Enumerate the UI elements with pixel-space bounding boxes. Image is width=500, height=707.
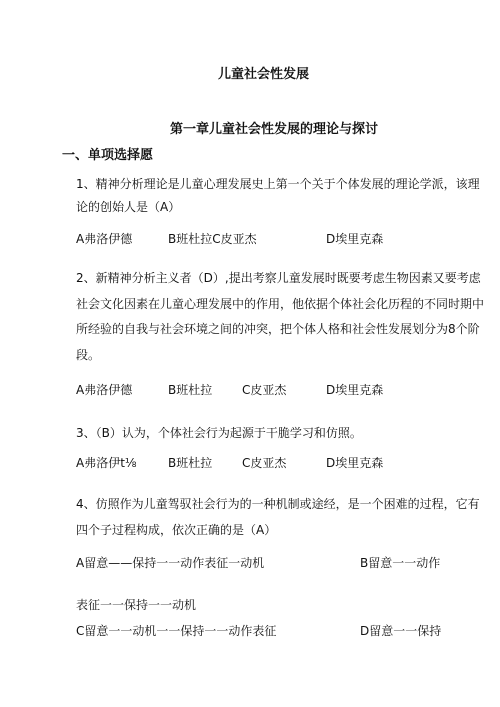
question-4-line-2: 四个子过程构成，依次正确的是（A） (76, 523, 277, 537)
question-2-option-a: A弗洛伊德 (76, 383, 133, 397)
question-2-option-c: C皮亚杰 (242, 383, 287, 397)
question-3-line-1: 3、（B）认为，个体社会行为起源于干脆学习和仿照。 (76, 426, 362, 440)
question-3-option-b: B班杜拉 (168, 456, 213, 470)
question-4-option-d: D留意一一保持 (360, 624, 442, 638)
question-3-option-d: D埃里克森 (326, 456, 384, 470)
question-4-option-a: A留意——保持一一动作表征一动机 (76, 556, 265, 570)
question-3-option-a: A弗洛伊t⅛ (76, 456, 137, 470)
question-4-continuation: 表征一一保持一一动机 (76, 598, 197, 612)
question-1-option-bc: B班杜拉C皮亚杰 (168, 232, 257, 246)
question-2-option-d: D埃里克森 (326, 383, 384, 397)
question-3-option-c: C皮亚杰 (242, 456, 287, 470)
section-heading: 一、单项选择愿 (62, 148, 154, 163)
question-1-option-a: A弗洛伊德 (76, 232, 133, 246)
question-2-line-1: 2、新精神分析主义者（D）,提出考察儿童发展时既要考虑生物因素又要考虑 (76, 271, 481, 285)
question-4-option-c: C留意一一动机一一保持一一动作表征 (76, 624, 277, 638)
chapter-heading: 第一章儿童社会性发展的理论与探讨 (170, 122, 379, 137)
question-4-line-1: 4、仿照作为儿童驾驭社会行为的一种机制或途经，是一个困难的过程，它有 (76, 497, 480, 511)
question-2-line-3: 所经验的自我与社会环境之间的冲突，把个体人格和社会性发展划分为8个阶 (76, 322, 480, 336)
question-1-option-d: D埃里克森 (326, 232, 384, 246)
question-2-line-4: 段。 (76, 348, 101, 362)
question-2-option-b: B班杜拉 (168, 383, 213, 397)
question-1-line-1: 1、精神分析理论是儿童心理发展史上第一个关于个体发展的理论学派，该理 (76, 177, 480, 191)
question-2-line-2: 社会文化因素在儿童心理发展中的作用，他依据个体社会化历程的不同时期中 (76, 297, 485, 311)
document-title: 儿童社会性发展 (218, 67, 310, 82)
question-4-option-b: B留意一一动作 (360, 556, 441, 570)
question-1-line-2: 论的创始人是（A） (76, 200, 181, 214)
